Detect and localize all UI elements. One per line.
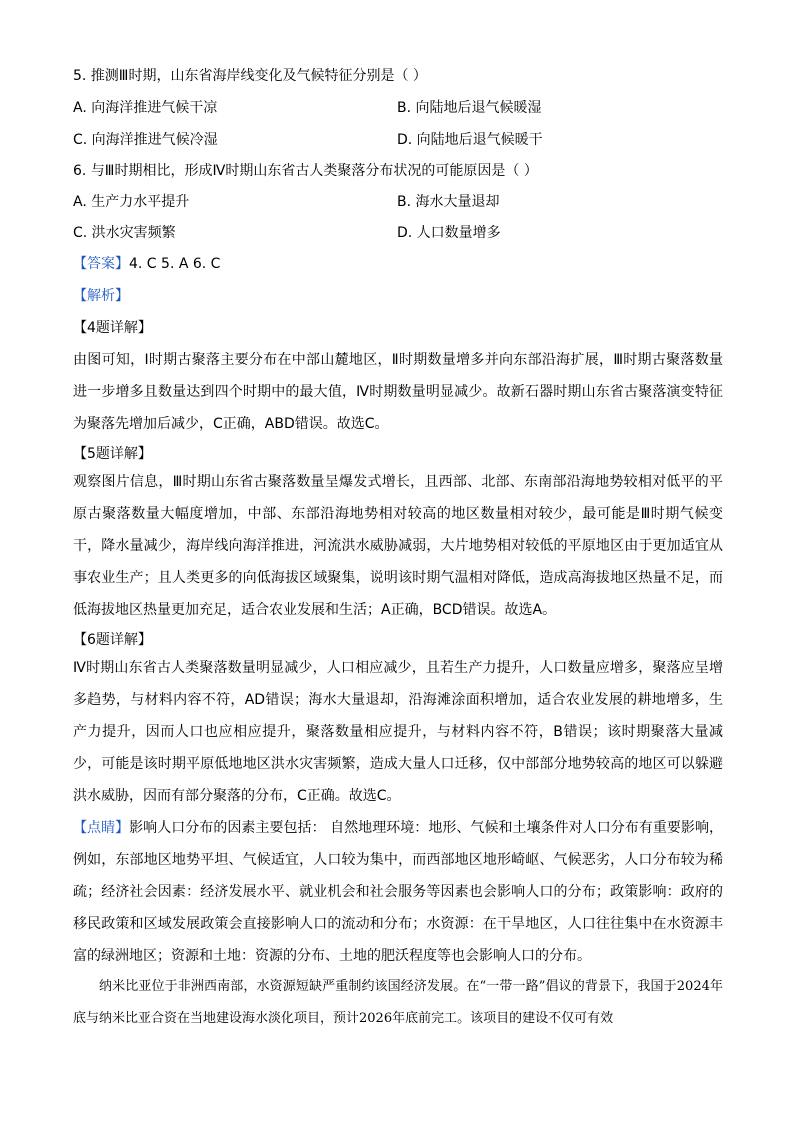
answer-label: 【答案】 [73, 256, 129, 272]
tips-paragraph [73, 812, 723, 972]
q6-option-a: A. 生产力水平提升 [73, 194, 190, 210]
answer-values: 4. C 5. A 6. C [129, 256, 221, 272]
q6-option-d: D. 人口数量增多 [397, 225, 501, 241]
q5-option-b: B. 向陆地后退气候暖湿 [397, 100, 542, 116]
detail6-text: Ⅳ时期山东省古人类聚落数量明显减少，人口相应减少，且若生产力提升，人口数量应增多，聚落应呈增多趋势，与材料内容不符，AD错误；海水大量退却，沿海滩涂面积增加，适合农业发展的耕地增多，生产力提升，因而人口也应相应提升，聚落数量相应提升，与材料内容不符，B错误；该时期聚落大量减少，可能是该时期平原低地地区洪水灾害频繁，造成大量人口迁移，仅中部部分地势较高的地区可以躲避洪水威胁，因而有部分聚落的分布，C正确。故选C。 [73, 660, 723, 804]
q5-option-c: C. 向海洋推进气候冷湿 [73, 132, 218, 148]
detail4-text: 由图可知，Ⅰ时期古聚落主要分布在中部山麓地区，Ⅱ时期数量增多并向东部沿海扩展，Ⅲ时期古聚落数量进一步增多且数量达到四个时期中的最大值，Ⅳ时期数量明显减少。故新石器时期山东省古聚落演变特征为聚落先增加后减少，C正确，ABD错误。故选C。 [73, 352, 723, 432]
detail4-label: 【4题详解】 [73, 320, 152, 336]
material-text: 纳米比亚位于非洲西南部，水资源短缺严重制约该国经济发展。在“一带一路”倡议的背景下，我国于2024年底与纳米比亚合资在当地建设海水淡化项目，预计2026年底前完工。该项目的建设不仅可有效 [73, 979, 723, 1026]
q6-stem: 6. 与Ⅲ时期相比，形成Ⅳ时期山东省古人类聚落分布状况的可能原因是（ ） [73, 163, 538, 179]
q6-option-c: C. 洪水灾害频繁 [73, 225, 176, 241]
analysis-label: 【解析】 [73, 288, 129, 304]
q5-option-d: D. 向陆地后退气候暖干 [397, 132, 543, 148]
q6-option-b: B. 海水大量退却 [397, 194, 500, 210]
detail5-text: 观察图片信息，Ⅲ时期山东省古聚落数量呈爆发式增长，且西部、北部、东南部沿海地势较相对低平的平原古聚落数量大幅度增加，中部、东部沿海地势相对较高的地区数量相对较少，最可能是Ⅲ时期气候变干，降水量减少，海岸线向海洋推进，河流洪水威胁减弱，大片地势相对较低的平原地区由于更加适宜从事农业生产；且人类更多的向低海拔区域聚集，说明该时期气温相对降低，造成高海拔地区热量不足，而低海拔地区热量更加充足，适合农业发展和生活；A正确，BCD错误。故选A。 [73, 474, 723, 618]
answer-line [73, 254, 220, 274]
tips-label: 【点睛】 [73, 820, 130, 836]
detail6-label: 【6题详解】 [73, 632, 152, 648]
tips-text: 影响人口分布的因素主要包括： 自然地理环境：地形、气候和土壤条件对人口分布有重要影响，例如，东部地区地势平坦、气候适宜，人口较为集中，而西部地区地形崎岖、气候恶劣，人口分布较为稀疏；经济社会因素：经济发展水平、就业机会和社会服务等因素也会影响人口的分布；政策影响：政府的移民政策和区域发展政策会直接影响人口的流动和分布；水资源：在干旱地区，人口往往集中在水资源丰富的绿洲地区；资源和土地：资源的分布、土地的肥沃程度等也会影响人口的分布。 [73, 820, 724, 964]
q5-stem: 5. 推测Ⅲ时期，山东省海岸线变化及气候特征分别是（ ） [73, 68, 427, 84]
detail5-label: 【5题详解】 [73, 446, 152, 462]
q5-option-a: A. 向海洋推进气候干凉 [73, 100, 218, 116]
